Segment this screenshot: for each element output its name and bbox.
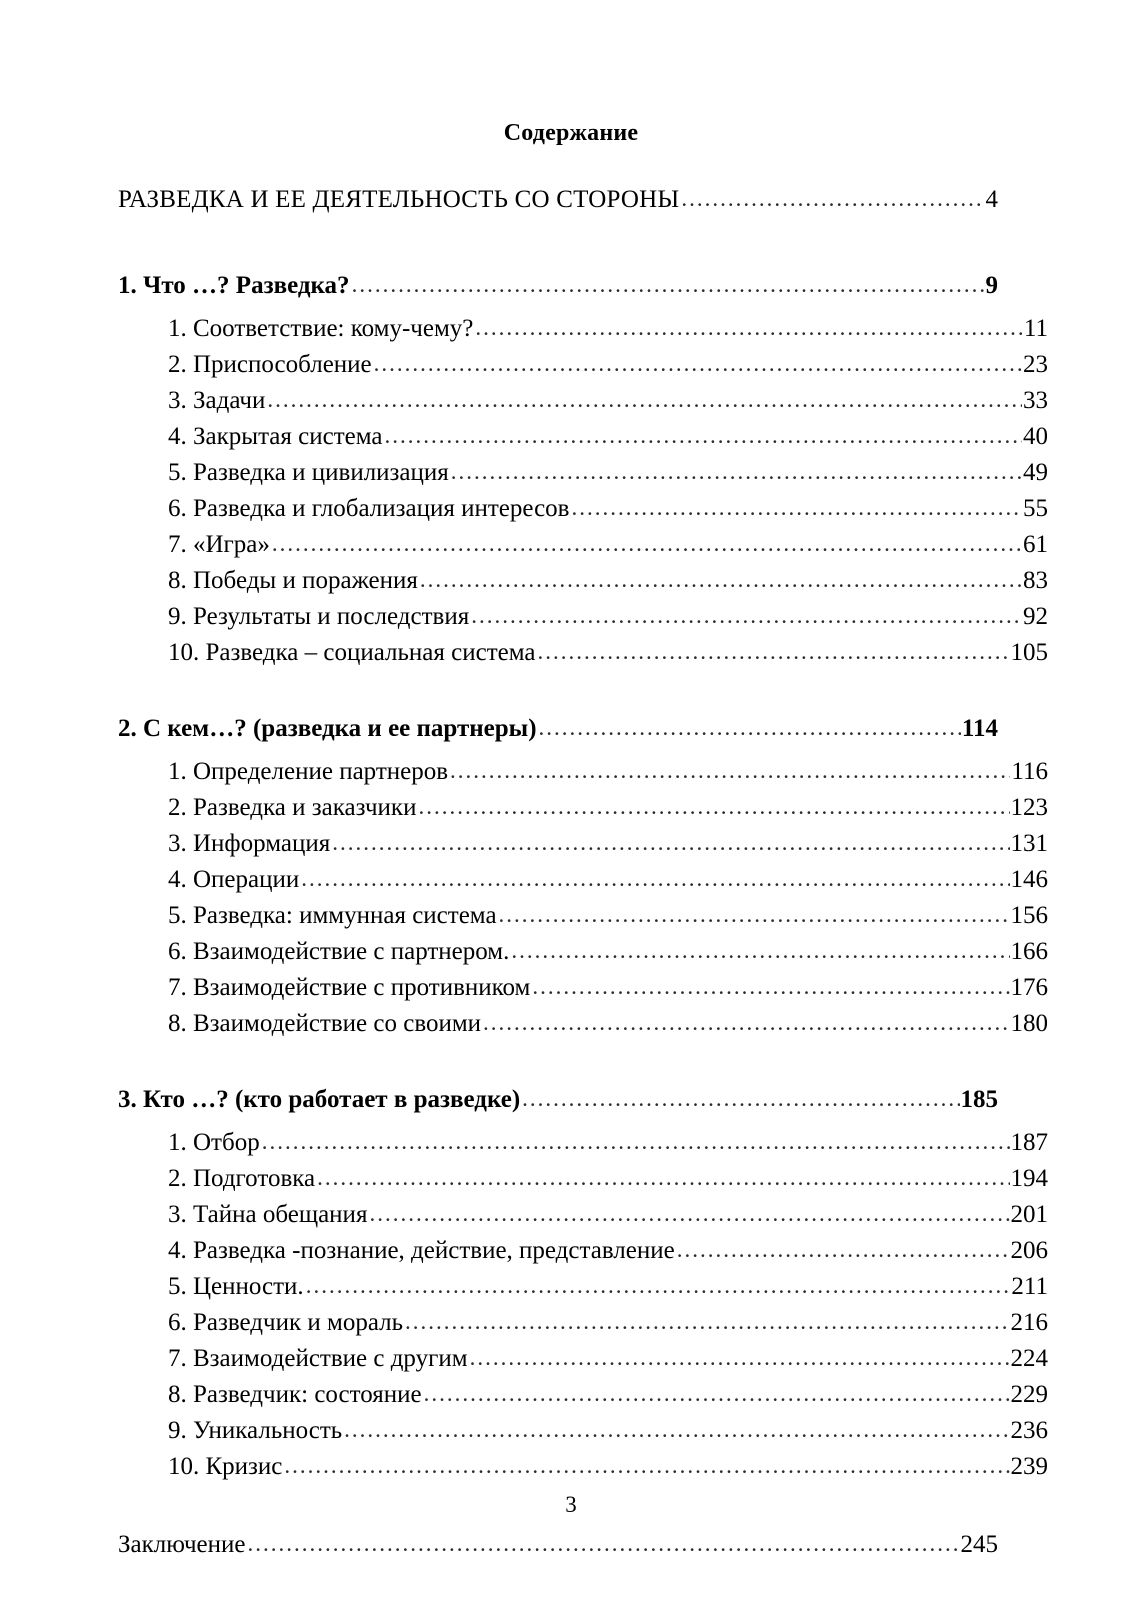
toc-spacer — [118, 232, 998, 272]
toc-entry-label: 4. Закрытая система — [168, 423, 383, 450]
toc-entry-page-number: 166 — [1010, 938, 1048, 965]
toc-leader-dots — [405, 1310, 1009, 1333]
toc-entry-page-number: 33 — [1023, 387, 1048, 414]
toc-entry-page-number: 11 — [1023, 315, 1048, 342]
toc-entry-label: 10. Кризис — [168, 1453, 283, 1480]
toc-entry-label: 7. Взаимодействие с другим — [168, 1345, 468, 1372]
toc-entry-label: 2. Подготовка — [168, 1165, 316, 1192]
toc-entry-chapter[interactable] — [118, 715, 998, 758]
toc-leader-dots — [317, 1166, 1009, 1189]
toc-entry-label: РАЗВЕДКА И ЕЕ ДЕЯТЕЛЬНОСТЬ СО СТОРОНЫ — [118, 186, 680, 213]
toc-entry-chapter[interactable] — [118, 1086, 998, 1129]
toc-entry-section[interactable] — [118, 1381, 1048, 1417]
toc-leader-dots — [272, 532, 1022, 555]
toc-entry-page-number: 4 — [985, 186, 998, 213]
toc-entry-section[interactable] — [118, 1129, 1048, 1165]
toc-leader-dots — [352, 273, 985, 296]
toc-entry-page-number: 83 — [1023, 567, 1048, 594]
toc-entry-label: 6. Разведка и глобализация интересов — [168, 495, 570, 522]
toc-leader-dots — [511, 939, 1009, 962]
toc-entry-label: 6. Взаимодействие с партнером. — [168, 938, 510, 965]
toc-entry-page-number: 61 — [1023, 531, 1048, 558]
toc-entry-label: 10. Разведка – социальная система — [168, 639, 536, 666]
toc-entry-label: 1. Отбор — [168, 1129, 260, 1156]
toc-entry-label: 8. Взаимодействие со своими — [168, 1010, 482, 1037]
toc-entry-page-number: 131 — [1010, 830, 1048, 857]
toc-entry-label: 4. Операции — [168, 866, 300, 893]
toc-entry-label: Заключение — [118, 1531, 246, 1558]
toc-entry-label: 5. Разведка: иммунная система — [168, 902, 497, 929]
toc-leader-dots — [681, 187, 984, 210]
toc-entry-label: 2. Приспособление — [168, 351, 372, 378]
toc-leader-dots — [418, 795, 1009, 818]
toc-entry-page-number: 224 — [1010, 1345, 1048, 1372]
toc-leader-dots — [332, 831, 1009, 854]
toc-leader-dots — [522, 1087, 959, 1110]
toc-leader-dots — [424, 1382, 1010, 1405]
toc-entry-page-number: 187 — [1010, 1129, 1048, 1156]
toc-leader-dots — [306, 1274, 1011, 1297]
toc-entry-label: 1. Соответствие: кому-чему? — [168, 315, 474, 342]
toc-leader-dots — [471, 604, 1022, 627]
toc-leader-dots — [267, 388, 1022, 411]
toc-leader-dots — [475, 316, 1023, 339]
toc-entry-section[interactable] — [118, 495, 1048, 531]
toc-entry-label: 1. Что …? Разведка? — [118, 272, 350, 299]
toc-entry-front[interactable] — [118, 186, 998, 232]
toc-entry-label: 5. Ценности. — [168, 1273, 304, 1300]
toc-entry-label: 9. Уникальность — [168, 1417, 343, 1444]
toc-leader-dots — [451, 460, 1022, 483]
toc-leader-dots — [384, 424, 1022, 447]
toc-entry-section[interactable] — [118, 1165, 1048, 1201]
toc-spacer — [118, 675, 998, 715]
toc-leader-dots — [677, 1238, 1010, 1261]
toc-entry-label: 2. Разведка и заказчики — [168, 794, 417, 821]
toc-leader-dots — [470, 1346, 1010, 1369]
toc-entry-section[interactable] — [118, 387, 1048, 423]
toc-entry-section[interactable] — [118, 902, 1048, 938]
toc-leader-dots — [301, 867, 1009, 890]
toc-entry-section[interactable] — [118, 315, 1048, 351]
toc-entry-page-number: 146 — [1010, 866, 1048, 893]
toc-leader-dots — [262, 1130, 1010, 1153]
toc-entry-section[interactable] — [118, 794, 1048, 830]
toc-entry-section[interactable] — [118, 1309, 1048, 1345]
toc-entry-page-number: 105 — [1010, 639, 1048, 666]
toc-leader-dots — [420, 568, 1022, 591]
toc-entry-page-number: 211 — [1011, 1273, 1048, 1300]
toc-entry-page-number: 9 — [985, 272, 998, 299]
toc-leader-dots — [248, 1532, 960, 1555]
toc-entry-section[interactable] — [118, 639, 1048, 675]
toc-entry-section[interactable] — [118, 758, 1048, 794]
toc-entry-section[interactable] — [118, 567, 1048, 603]
toc-entry-label: 2. С кем…? (разведка и ее партнеры) — [118, 715, 537, 742]
toc-entry-section[interactable] — [118, 974, 1048, 1010]
toc-entry-page-number: 114 — [961, 715, 998, 742]
toc-entry-label: 4. Разведка -познание, действие, представление — [168, 1237, 675, 1264]
toc-entry-label: 5. Разведка и цивилизация — [168, 459, 449, 486]
toc-entry-page-number: 216 — [1010, 1309, 1048, 1336]
toc-entry-label: 6. Разведчик и мораль — [168, 1309, 404, 1336]
toc-entry-section[interactable] — [118, 1417, 1048, 1453]
toc-entry-page-number: 40 — [1023, 423, 1048, 450]
toc-entry-section[interactable] — [118, 1237, 1048, 1273]
toc-entry-page-number: 229 — [1010, 1381, 1048, 1408]
toc-entry-label: 3. Информация — [168, 830, 331, 857]
toc-entry-section[interactable] — [118, 830, 1048, 866]
toc-entry-label: 8. Победы и поражения — [168, 567, 418, 594]
toc-entry-page-number: 185 — [960, 1086, 998, 1113]
toc-entry-page-number: 55 — [1023, 495, 1048, 522]
toc-entry-page-number: 236 — [1010, 1417, 1048, 1444]
toc-entry-label: 1. Определение партнеров — [168, 758, 449, 785]
toc-entry-page-number: 201 — [1010, 1201, 1048, 1228]
toc-entry-page-number: 194 — [1010, 1165, 1048, 1192]
toc-entry-label: 9. Результаты и последствия — [168, 603, 470, 630]
toc-entry-back[interactable] — [118, 1531, 998, 1571]
toc-entry-section[interactable] — [118, 866, 1048, 902]
toc-entry-page-number: 206 — [1010, 1237, 1048, 1264]
toc-leader-dots — [450, 759, 1010, 782]
toc-entry-section[interactable] — [118, 1345, 1048, 1381]
toc-entry-section[interactable] — [118, 1010, 1048, 1046]
toc-entry-page-number: 23 — [1023, 351, 1048, 378]
toc-entry-section[interactable] — [118, 938, 1048, 974]
toc-leader-dots — [374, 352, 1022, 375]
toc-entry-section[interactable] — [118, 459, 1048, 495]
toc-list — [118, 186, 1048, 1571]
toc-entry-section[interactable] — [118, 351, 1048, 387]
toc-leader-dots — [572, 496, 1023, 519]
toc-entry-section[interactable] — [118, 531, 1048, 567]
toc-entry-page-number: 92 — [1023, 603, 1048, 630]
toc-entry-label: 3. Задачи — [168, 387, 266, 414]
toc-entry-section[interactable] — [118, 603, 1048, 639]
toc-entry-page-number: 156 — [1010, 902, 1048, 929]
toc-entry-section[interactable] — [118, 1273, 1048, 1309]
toc-leader-dots — [538, 640, 1010, 663]
toc-leader-dots — [344, 1418, 1009, 1441]
toc-entry-label: 7. «Игра» — [168, 531, 270, 558]
toc-entry-page-number: 116 — [1011, 758, 1048, 785]
toc-leader-dots — [284, 1454, 1009, 1477]
toc-entry-page-number: 180 — [1010, 1010, 1048, 1037]
toc-entry-label: 3. Тайна обещания — [168, 1201, 368, 1228]
toc-spacer — [118, 1046, 998, 1086]
toc-entry-chapter[interactable] — [118, 272, 998, 315]
toc-entry-section[interactable] — [118, 423, 1048, 459]
toc-entry-page-number: 176 — [1010, 974, 1048, 1001]
toc-entry-section[interactable] — [118, 1453, 1048, 1489]
toc-entry-page-number: 239 — [1010, 1453, 1048, 1480]
toc-entry-page-number: 245 — [960, 1531, 998, 1558]
toc-leader-dots — [499, 903, 1010, 926]
toc-entry-page-number: 49 — [1023, 459, 1048, 486]
toc-entry-page-number: 123 — [1010, 794, 1048, 821]
toc-entry-label: 3. Кто …? (кто работает в разведке) — [118, 1086, 521, 1113]
toc-leader-dots — [483, 1011, 1009, 1034]
toc-leader-dots — [369, 1202, 1009, 1225]
toc-entry-section[interactable] — [118, 1201, 1048, 1237]
toc-entry-label: 8. Разведчик: состояние — [168, 1381, 422, 1408]
toc-leader-dots — [539, 716, 961, 739]
page-title: Содержание — [503, 120, 639, 146]
toc-entry-label: 7. Взаимодействие с противником — [168, 974, 531, 1001]
toc-leader-dots — [532, 975, 1009, 998]
page-folio-number: 3 — [565, 1492, 577, 1517]
